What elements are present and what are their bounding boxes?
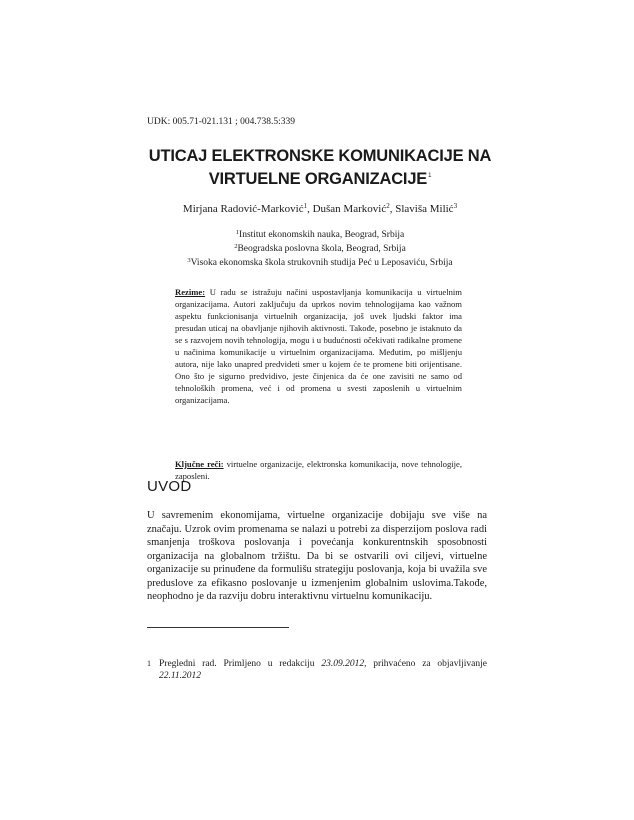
footnote-text-before: Pregledni rad. Primljeno u redakciju — [159, 659, 322, 669]
affiliations — [140, 227, 500, 269]
footnote-mark: 1 — [147, 659, 151, 668]
footnote-body — [147, 658, 487, 682]
abstract-label: Rezime: — [175, 287, 206, 297]
affiliation-line — [140, 255, 500, 269]
section-body: U savremenim ekonomijama, virtuelne organizacije dobijaju sve više na značaju. Uzrok ovim promenama se nalazi u potrebi za disperzijom poslova radi smanjenja troškova poslovanja i povećanja konkurentnskih sposobnosti organizacija na globalnom tržištu. Da bi se ostvarili ovi ciljevi, virtuelne organizacije su prinuđene da formulišu strategiju poslovanja, koja bi uvažila sve preduslove za efikasno poslovanje u izmenjenim globalnim uslovima.Takođe, neophodno je da razviju dobru interaktivnu virtuelnu komunikaciju. — [147, 510, 487, 602]
author-name: Slaviša Milić — [395, 203, 454, 215]
footnote-text-middle: , prihvaćeno za objavljivanje — [364, 659, 487, 669]
affiliation-line — [140, 241, 500, 255]
footnote-divider — [147, 627, 289, 628]
affiliation-text: Visoka ekonomska škola strukovnih studija Peć u Leposaviću, Srbija — [190, 258, 453, 268]
author-list: Mirjana Radović-Marković$^1$, Dušan Marković$^2$, Slaviša Milić$^3$ — [182, 202, 458, 215]
section-heading: UVOD — [147, 478, 192, 495]
footnote-date-accepted: 22.11.2012 — [159, 671, 202, 681]
footnote-date-received: 23.09.2012 — [321, 659, 365, 669]
keywords-label: Ključne reči: — [175, 459, 224, 469]
keywords-text: virtuelne organizacije, elektronska komunikacija, nove tehnologije, zaposleni. — [175, 459, 462, 481]
abstract — [175, 286, 462, 406]
udk-code: UDK: 005.71-021.131 ; 004.738.5:339 — [147, 117, 296, 127]
title-line-1: UTICAJ ELEKTRONSKE KOMUNIKACIJE NA — [148, 147, 492, 165]
title-line-2-text: VIRTUELNE ORGANIZACIJE — [208, 170, 428, 188]
affiliation-mark: 2 — [234, 243, 238, 250]
author-affil-mark: 3 — [453, 202, 458, 210]
affiliation-text: Beogradska poslovna škola, Beograd, Srbija — [237, 244, 406, 254]
title-line-2 — [140, 166, 500, 189]
title-footnote-mark: 1 — [428, 173, 432, 179]
footnote — [147, 658, 487, 682]
affiliation-mark: 3 — [187, 257, 191, 264]
paper-title — [140, 146, 500, 189]
abstract-text: U radu se istražuju načini uspostavljanja komunikacija u virtuelnim organizacijama. Autori zaključuju da uprkos novim tehnologijama kao važnom aspektu funkcionisanja virtuelnih organizacija, još uvek ljudski faktor ima presudan uticaj na obavljanje njihovih aktivnosti. Takođe, posebno je istaknuto da se s razvojem novih tehnologija, mogu i u budućnosti očekivati radikalne promene u načinima komunikacije u virtuelnim organizacijama. Međutim, po mišljenju autora, nije lako unapred predvideti smer u kojem će te promene biti orijentisane. Ono što je sigurno predvidivo, jeste činjenica da će one zavisiti ne samo od tehnoloških promena, već i od promena u svesti zaposlenih u virtuelnim organizacijama. — [175, 287, 462, 405]
affiliation-line — [140, 227, 500, 241]
author-name: Mirjana Radović-Marković — [182, 203, 304, 215]
author-affil-mark: 1 — [303, 202, 308, 210]
author-affil-mark: 2 — [386, 202, 390, 210]
affiliation-mark: 1 — [235, 229, 240, 236]
keywords — [175, 458, 462, 482]
author-name: Dušan Marković — [312, 203, 387, 215]
affiliation-text: Institut ekonomskih nauka, Beograd, Srbija — [239, 230, 405, 240]
